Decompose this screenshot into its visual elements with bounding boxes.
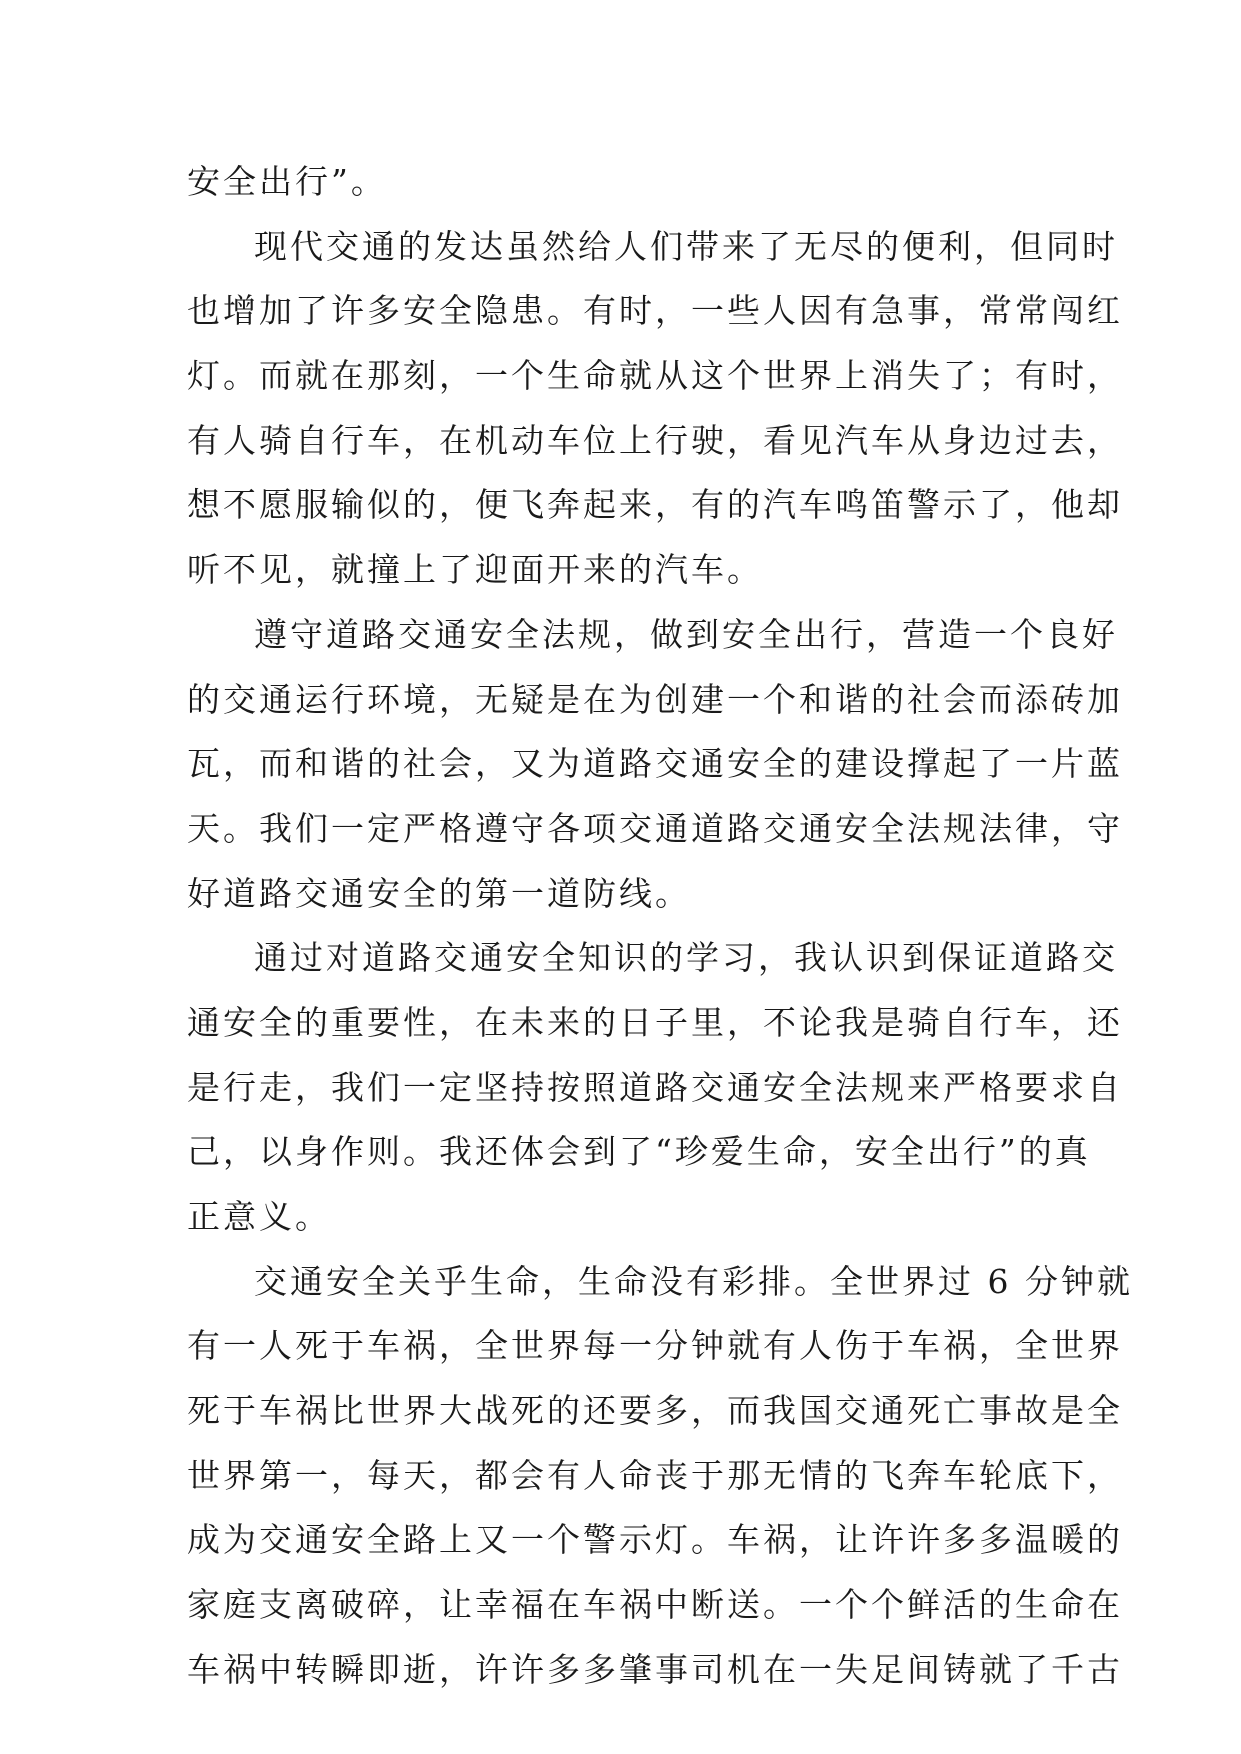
text-line: 死于车祸比世界大战死的还要多，而我国交通死亡事故是全 [187, 1391, 1123, 1431]
text-line: 家庭支离破碎，让幸福在车祸中断送。一个个鲜活的生命在 [187, 1585, 1123, 1625]
text-line: 己，以身作则。我还体会到了“珍爱生命，安全出行”的真 [187, 1132, 1091, 1172]
text-line: 天。我们一定严格遵守各项交通道路交通安全法规法律，守 [187, 808, 1123, 848]
text-line: 的交通运行环境，无疑是在为创建一个和谐的社会而添砖加 [187, 679, 1123, 719]
text-line: 成为交通安全路上又一个警示灯。车祸，让许许多多温暖的 [187, 1520, 1123, 1560]
text-line: 想不愿服输似的，便飞奔起来，有的汽车鸣笛警示了，他却 [187, 485, 1123, 525]
document-body [187, 150, 1133, 1703]
paragraph-first-line: 交通安全关乎生命，生命没有彩排。全世界过 6 分钟就 [254, 1261, 1133, 1301]
paragraph-first-line: 现代交通的发达虽然给人们带来了无尽的便利，但同时 [254, 226, 1118, 266]
text-line: 通安全的重要性，在未来的日子里，不论我是骑自行车，还 [187, 1002, 1123, 1042]
text-line: 好道路交通安全的第一道防线。 [187, 873, 691, 913]
text-line: 车祸中转瞬即逝，许许多多肇事司机在一失足间铸就了千古 [187, 1649, 1123, 1689]
text-line: 安全出行”。 [187, 162, 387, 201]
text-line: 瓦，而和谐的社会，又为道路交通安全的建设撑起了一片蓝 [187, 744, 1123, 784]
paragraph-first-line: 通过对道路交通安全知识的学习，我认识到保证道路交 [254, 938, 1118, 978]
text-line: 也增加了许多安全隐患。有时，一些人因有急事，常常闯红 [187, 291, 1123, 331]
text-line: 是行走，我们一定坚持按照道路交通安全法规来严格要求自 [187, 1067, 1123, 1107]
text-line: 灯。而就在那刻，一个生命就从这个世界上消失了；有时， [187, 356, 1123, 396]
text-line: 有一人死于车祸，全世界每一分钟就有人伤于车祸，全世界 [187, 1326, 1123, 1366]
text-line: 世界第一，每天，都会有人命丧于那无情的飞奔车轮底下， [187, 1455, 1123, 1495]
text-line: 正意义。 [187, 1197, 331, 1236]
paragraph-first-line: 遵守道路交通安全法规，做到安全出行，营造一个良好 [254, 614, 1118, 654]
text-line: 有人骑自行车，在机动车位上行驶，看见汽车从身边过去， [187, 420, 1123, 460]
text-line: 听不见，就撞上了迎面开来的汽车。 [187, 550, 763, 590]
